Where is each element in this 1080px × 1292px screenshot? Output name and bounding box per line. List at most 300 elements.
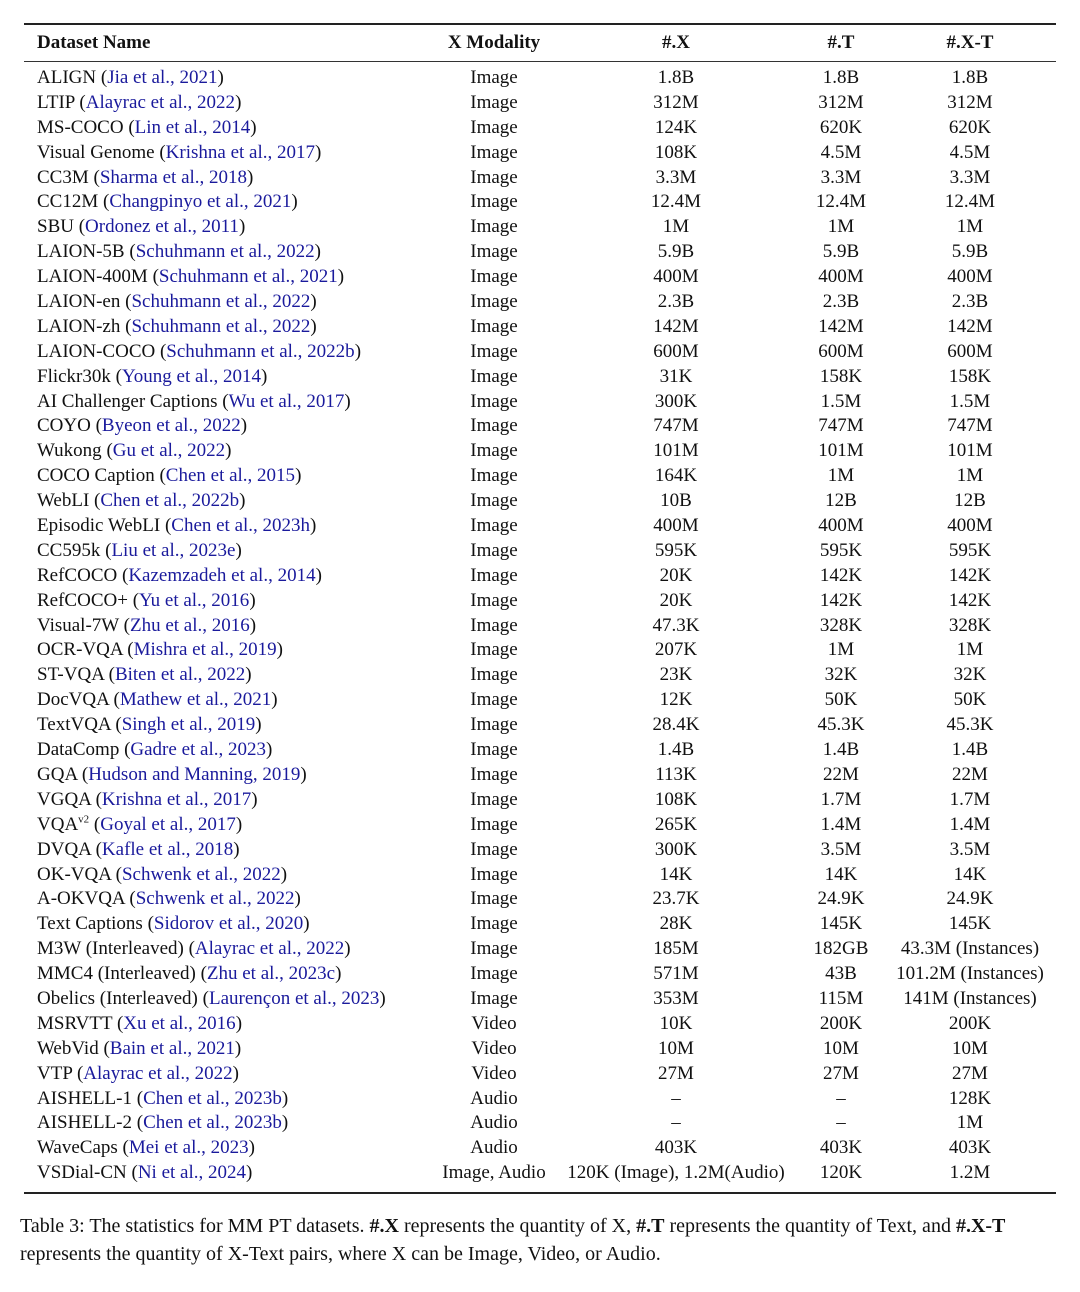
- citation-link[interactable]: Chen et al., 2023b: [143, 1112, 282, 1134]
- table-row: [24, 414, 1056, 439]
- table-row: [24, 688, 1056, 713]
- num-t-cell: 50K: [824, 689, 858, 711]
- num-x-t-cell: 400M: [947, 266, 993, 288]
- header-num-x-t: #.X-T: [946, 32, 994, 53]
- num-x-t-cell: 3.3M: [949, 166, 991, 188]
- num-x-cell: 28K: [659, 913, 693, 935]
- num-t-cell: 142K: [819, 564, 863, 586]
- dataset-name-cell: Wukong (Gu et al., 2022): [37, 440, 232, 462]
- num-x-cell: 14K: [659, 863, 693, 885]
- num-t-cell: 45.3K: [817, 714, 865, 736]
- dataset-name: Obelics (Interleaved): [37, 987, 198, 1009]
- num-x-t-cell: 101.2M (Instances): [896, 963, 1044, 985]
- citation-link[interactable]: Chen et al., 2015: [165, 465, 296, 487]
- citation-link[interactable]: Mathew et al., 2021: [119, 689, 272, 711]
- num-x-cell: 28.4K: [652, 714, 700, 736]
- num-t-cell: 1.4M: [820, 813, 862, 835]
- num-x-cell: 312M: [653, 91, 699, 113]
- num-x-t-cell: 1M: [956, 216, 984, 238]
- num-t-cell: 182GB: [813, 938, 869, 960]
- table-row: [24, 91, 1056, 116]
- citation-link[interactable]: Laurençon et al., 2023: [208, 987, 380, 1009]
- num-t-cell: 142K: [819, 589, 863, 611]
- num-x-t-cell: 3.5M: [949, 838, 991, 860]
- num-t-cell: 600M: [818, 340, 864, 362]
- dataset-name-cell: SBU (Ordonez et al., 2011): [37, 216, 246, 238]
- dataset-name: SBU: [37, 216, 74, 238]
- citation-link[interactable]: Zhu et al., 2016: [129, 614, 250, 636]
- citation-link[interactable]: Schuhmann et al., 2022b: [166, 340, 355, 362]
- table-row: [24, 1062, 1056, 1087]
- dataset-name-cell: AISHELL-1 (Chen et al., 2023b): [37, 1087, 289, 1109]
- num-x-t-cell: 24.9K: [946, 888, 994, 910]
- table-row: [24, 564, 1056, 589]
- dataset-name-cell: DocVQA (Mathew et al., 2021): [37, 689, 278, 711]
- num-t-cell: 101M: [818, 440, 864, 462]
- citation-link[interactable]: Changpinyo et al., 2021: [109, 191, 292, 213]
- num-t-cell: 12B: [825, 490, 857, 512]
- dataset-name: VTP: [37, 1062, 73, 1084]
- dataset-name-cell: RefCOCO (Kazemzadeh et al., 2014): [37, 564, 322, 586]
- dataset-name: RefCOCO+: [37, 589, 128, 611]
- dataset-name: GQA: [37, 763, 78, 785]
- citation-link[interactable]: Sharma et al., 2018: [99, 166, 248, 188]
- table-row: [24, 788, 1056, 813]
- table-row: [24, 215, 1056, 240]
- citation-link[interactable]: Schuhmann et al., 2022: [131, 315, 311, 337]
- dataset-name: Episodic WebLI: [37, 515, 161, 537]
- table-row: [24, 589, 1056, 614]
- dataset-name-cell: GQA (Hudson and Manning, 2019): [37, 763, 307, 785]
- dataset-name-cell: Visual-7W (Zhu et al., 2016): [37, 614, 257, 636]
- num-t-cell: 3.3M: [820, 166, 862, 188]
- caption-text: represents the quantity of X-Text pairs, where X can be Image, Video, or Audio.: [20, 1243, 661, 1265]
- dataset-name: LAION-5B: [37, 241, 125, 263]
- dataset-name: DocVQA: [37, 689, 109, 711]
- table-row: [24, 116, 1056, 141]
- dataset-name: CC595k: [37, 539, 101, 561]
- dataset-name-cell: MSRVTT (Xu et al., 2016): [37, 1012, 243, 1034]
- dataset-name-cell: VTP (Alayrac et al., 2022): [37, 1062, 239, 1084]
- modality-cell: Image: [470, 191, 518, 213]
- num-x-cell: 400M: [653, 515, 699, 537]
- table-row: [24, 614, 1056, 639]
- dataset-name: AI Challenger Captions: [37, 390, 218, 412]
- dataset-name: DVQA: [37, 838, 91, 860]
- dataset-name: CC3M: [37, 166, 89, 188]
- num-t-cell: 620K: [819, 116, 863, 138]
- num-t-cell: 12.4M: [815, 191, 867, 213]
- dataset-name: M3W (Interleaved): [37, 938, 184, 960]
- modality-cell: Image: [470, 813, 518, 835]
- dataset-name-cell: VSDial-CN (Ni et al., 2024): [37, 1162, 253, 1184]
- citation-link[interactable]: Wu et al., 2017: [228, 390, 345, 412]
- table-row: [24, 1012, 1056, 1037]
- dataset-name: WebVid: [37, 1037, 99, 1059]
- num-x-cell: 20K: [659, 564, 693, 586]
- dataset-name-cell: MS-COCO (Lin et al., 2014): [37, 116, 257, 138]
- num-t-cell: 312M: [818, 91, 864, 113]
- modality-cell: Image: [470, 166, 518, 188]
- table-row: [24, 240, 1056, 265]
- dataset-name-cell: LAION-400M (Schuhmann et al., 2021): [37, 266, 345, 288]
- dataset-name: VGQA: [37, 788, 91, 810]
- num-x-t-cell: 1M: [956, 639, 984, 661]
- dataset-name-cell: AI Challenger Captions (Wu et al., 2017): [37, 390, 351, 412]
- num-x-cell: 12.4M: [650, 191, 702, 213]
- dataset-name-cell: DVQA (Kafle et al., 2018): [37, 838, 240, 860]
- num-t-cell: 5.9B: [822, 241, 860, 263]
- num-t-cell: 4.5M: [820, 141, 862, 163]
- modality-cell: Image: [470, 863, 518, 885]
- table-caption: [20, 1212, 1070, 1268]
- num-x-cell: 207K: [654, 639, 698, 661]
- dataset-name-cell: MMC4 (Interleaved) (Zhu et al., 2023c): [37, 963, 342, 985]
- table-row: [24, 464, 1056, 489]
- num-x-cell: 23K: [659, 664, 693, 686]
- citation-link[interactable]: Schuhmann et al., 2021: [158, 266, 338, 288]
- modality-cell: Image: [470, 788, 518, 810]
- num-x-cell: 31K: [659, 365, 693, 387]
- modality-cell: Image: [470, 91, 518, 113]
- num-t-cell: 2.3B: [822, 291, 860, 313]
- citation-link[interactable]: Schwenk et al., 2022: [121, 863, 281, 885]
- num-x-cell: 2.3B: [657, 291, 695, 313]
- citation-link[interactable]: Young et al., 2014: [121, 365, 261, 387]
- dataset-name: CC12M: [37, 191, 99, 213]
- num-t-cell: 595K: [819, 539, 863, 561]
- modality-cell: Image: [470, 763, 518, 785]
- dataset-name-cell: ST-VQA (Biten et al., 2022): [37, 664, 252, 686]
- citation-link[interactable]: Kafle et al., 2018: [101, 838, 234, 860]
- table-row: [24, 66, 1056, 91]
- statistics-table: [24, 23, 1056, 1194]
- dataset-name-cell: Flickr30k (Young et al., 2014): [37, 365, 268, 387]
- num-x-t-cell: 1M: [956, 1112, 984, 1134]
- num-x-cell: 10M: [658, 1037, 694, 1059]
- num-t-cell: 115M: [818, 987, 864, 1009]
- dataset-name: Flickr30k: [37, 365, 111, 387]
- num-x-t-cell: 200K: [948, 1012, 992, 1034]
- table-row: [24, 514, 1056, 539]
- dataset-name-cell: CC12M (Changpinyo et al., 2021): [37, 191, 298, 213]
- table-row: [24, 315, 1056, 340]
- citation-link[interactable]: Alayrac et al., 2022: [83, 1062, 233, 1084]
- citation-link[interactable]: Liu et al., 2023e: [111, 539, 236, 561]
- citation-link[interactable]: Krishna et al., 2017: [101, 788, 252, 810]
- num-x-cell: –: [671, 1087, 681, 1109]
- num-x-t-cell: 141M (Instances): [903, 987, 1037, 1009]
- dataset-name-cell: A-OKVQA (Schwenk et al., 2022): [37, 888, 301, 910]
- modality-cell: Image: [470, 987, 518, 1009]
- num-t-cell: 1.8B: [822, 67, 860, 88]
- citation-link[interactable]: Kazemzadeh et al., 2014: [128, 564, 316, 586]
- table-row: [24, 813, 1056, 838]
- modality-cell: Image: [470, 216, 518, 238]
- table-row: [24, 912, 1056, 937]
- num-x-t-cell: 312M: [947, 91, 993, 113]
- citation-link[interactable]: Ni et al., 2024: [137, 1162, 246, 1184]
- table-row: [24, 763, 1056, 788]
- table-row: [24, 638, 1056, 663]
- citation-link[interactable]: Goyal et al., 2017: [100, 813, 236, 835]
- modality-cell: Image: [470, 141, 518, 163]
- dataset-name: LAION-zh: [37, 315, 121, 337]
- table-row: [24, 738, 1056, 763]
- citation-link[interactable]: Biten et al., 2022: [114, 664, 246, 686]
- dataset-name-cell: LAION-en (Schuhmann et al., 2022): [37, 291, 317, 313]
- dataset-name: WaveCaps: [37, 1137, 118, 1159]
- table-row: [24, 489, 1056, 514]
- dataset-name: MSRVTT: [37, 1012, 113, 1034]
- citation-link[interactable]: Ordonez et al., 2011: [85, 216, 239, 238]
- dataset-name: Visual-7W: [37, 614, 119, 636]
- dataset-name: RefCOCO: [37, 564, 118, 586]
- modality-cell: Image: [470, 291, 518, 313]
- modality-cell: Image: [470, 888, 518, 910]
- table-row: [24, 1161, 1056, 1186]
- table-row: [24, 1136, 1056, 1161]
- num-x-cell: 3.3M: [655, 166, 697, 188]
- num-x-t-cell: 142K: [948, 589, 992, 611]
- num-x-t-cell: 747M: [947, 415, 993, 437]
- citation-link[interactable]: Sidorov et al., 2020: [153, 913, 304, 935]
- dataset-name-cell: CC3M (Sharma et al., 2018): [37, 166, 254, 188]
- dataset-name-cell: Episodic WebLI (Chen et al., 2023h): [37, 515, 317, 537]
- modality-cell: Image: [470, 465, 518, 487]
- num-x-cell: 185M: [653, 938, 699, 960]
- citation-link[interactable]: Chen et al., 2023h: [171, 515, 311, 537]
- dataset-name-cell: Visual Genome (Krishna et al., 2017): [37, 141, 322, 163]
- num-x-cell: 12K: [659, 689, 693, 711]
- citation-link[interactable]: Zhu et al., 2023c: [206, 963, 336, 985]
- num-t-cell: 1.7M: [820, 788, 862, 810]
- citation-link[interactable]: Hudson and Manning, 2019: [88, 763, 301, 785]
- num-x-t-cell: 158K: [948, 365, 992, 387]
- dataset-name-cell: $VQA^{v2}$ (Goyal et al., 2017): [37, 813, 243, 835]
- dataset-name: LAION-en: [37, 291, 121, 313]
- table-row: [24, 713, 1056, 738]
- dataset-name: MS-COCO: [37, 116, 124, 138]
- citation-link[interactable]: Bain et al., 2021: [109, 1037, 235, 1059]
- header-num-x: #.X: [662, 32, 690, 53]
- citation-link[interactable]: Byeon et al., 2022: [101, 415, 241, 437]
- num-t-cell: 1M: [827, 216, 855, 238]
- dataset-name-cell: WaveCaps (Mei et al., 2023): [37, 1137, 255, 1159]
- dataset-name: OCR-VQA: [37, 639, 123, 661]
- table-row: [24, 166, 1056, 191]
- citation-link[interactable]: Xu et al., 2016: [123, 1012, 236, 1034]
- num-x-cell: 108K: [654, 141, 698, 163]
- dataset-name: LAION-400M: [37, 266, 148, 288]
- dataset-name-cell: LTIP (Alayrac et al., 2022): [37, 91, 242, 113]
- num-t-cell: 158K: [819, 365, 863, 387]
- num-x-cell: 400M: [653, 266, 699, 288]
- num-x-cell: 571M: [653, 963, 699, 985]
- table-row: [24, 439, 1056, 464]
- modality-cell: Image: [470, 490, 518, 512]
- citation-link[interactable]: Schwenk et al., 2022: [135, 888, 295, 910]
- citation-link[interactable]: Jia et al., 2021: [107, 67, 218, 88]
- table-row: [24, 663, 1056, 688]
- num-x-t-cell: 1M: [956, 465, 984, 487]
- dataset-name-cell: M3W (Interleaved) (Alayrac et al., 2022): [37, 938, 351, 960]
- dataset-name: COYO: [37, 415, 91, 437]
- dataset-name-cell: TextVQA (Singh et al., 2019): [37, 714, 262, 736]
- dataset-name-cell: COYO (Byeon et al., 2022): [37, 415, 248, 437]
- dataset-name-cell: Text Captions (Sidorov et al., 2020): [37, 913, 310, 935]
- num-x-t-cell: 142M: [947, 315, 993, 337]
- bottom-rule: [24, 1192, 1056, 1194]
- table-row: [24, 1111, 1056, 1136]
- citation-link[interactable]: Alayrac et al., 2022: [194, 938, 345, 960]
- modality-cell: Image: [470, 67, 518, 88]
- caption-text: The statistics for MM PT datasets.: [84, 1215, 370, 1237]
- num-t-cell: 32K: [824, 664, 858, 686]
- dataset-name: VQA: [37, 813, 79, 835]
- dataset-name: LTIP: [37, 91, 75, 113]
- dataset-name-cell: OK-VQA (Schwenk et al., 2022): [37, 863, 288, 885]
- table-row: [24, 1037, 1056, 1062]
- table-row: [24, 340, 1056, 365]
- num-x-t-cell: 10M: [952, 1037, 988, 1059]
- dataset-name: WebLI: [37, 490, 90, 512]
- dataset-name: A-OKVQA: [37, 888, 125, 910]
- citation-link[interactable]: Gadre et al., 2023: [130, 739, 266, 761]
- num-x-t-cell: 1.7M: [949, 788, 991, 810]
- num-t-cell: 120K: [819, 1162, 863, 1184]
- num-x-cell: 1.8B: [657, 67, 695, 88]
- num-x-t-cell: 600M: [947, 340, 993, 362]
- table-body: [24, 62, 1056, 1192]
- num-x-t-cell: 32K: [953, 664, 987, 686]
- caption-bold: #.X: [369, 1215, 399, 1237]
- num-t-cell: 142M: [818, 315, 864, 337]
- header-dataset-name: Dataset Name: [37, 32, 151, 53]
- caption-text: represents the quantity of X,: [398, 1215, 637, 1237]
- dataset-name-cell: WebVid (Bain et al., 2021): [37, 1037, 242, 1059]
- modality-cell: Image: [470, 515, 518, 537]
- dataset-name-superscript: v2: [78, 813, 90, 826]
- citation-link[interactable]: Lin et al., 2014: [134, 116, 251, 138]
- modality-cell: Image: [470, 539, 518, 561]
- citation-link[interactable]: Chen et al., 2023b: [143, 1087, 282, 1109]
- num-t-cell: 24.9K: [817, 888, 865, 910]
- table-row: [24, 863, 1056, 888]
- num-t-cell: 200K: [819, 1012, 863, 1034]
- num-x-t-cell: 1.2M: [949, 1162, 991, 1184]
- table-row: [24, 887, 1056, 912]
- table-row: [24, 141, 1056, 166]
- citation-link[interactable]: Mishra et al., 2019: [133, 639, 277, 661]
- num-x-t-cell: 27M: [952, 1062, 988, 1084]
- header-x-modality: X Modality: [447, 32, 541, 53]
- num-x-t-cell: 145K: [948, 913, 992, 935]
- modality-cell: Audio: [470, 1112, 518, 1134]
- num-x-cell: 142M: [653, 315, 699, 337]
- num-x-t-cell: 128K: [948, 1087, 992, 1109]
- num-x-cell: 101M: [653, 440, 699, 462]
- num-t-cell: 400M: [818, 266, 864, 288]
- table-row: [24, 290, 1056, 315]
- num-t-cell: –: [836, 1112, 846, 1134]
- table-row: [24, 1087, 1056, 1112]
- dataset-name: COCO Caption: [37, 465, 155, 487]
- num-x-cell: 113K: [655, 763, 697, 785]
- modality-cell: Image, Audio: [442, 1162, 546, 1184]
- dataset-name: LAION-COCO: [37, 340, 156, 362]
- num-x-cell: 20K: [659, 589, 693, 611]
- table-row: [24, 190, 1056, 215]
- modality-cell: Video: [471, 1037, 517, 1059]
- modality-cell: Image: [470, 664, 518, 686]
- citation-link[interactable]: Gu et al., 2022: [112, 440, 226, 462]
- modality-cell: Audio: [470, 1087, 518, 1109]
- modality-cell: Image: [470, 241, 518, 263]
- citation-link[interactable]: Mei et al., 2023: [128, 1137, 249, 1159]
- num-x-cell: 120K (Image), 1.2M(Audio): [567, 1162, 785, 1184]
- citation-link[interactable]: Alayrac et al., 2022: [85, 91, 236, 113]
- caption-text: represents the quantity of Text, and: [664, 1215, 956, 1237]
- modality-cell: Image: [470, 589, 518, 611]
- citation-link[interactable]: Schuhmann et al., 2022: [135, 241, 315, 263]
- num-x-cell: 595K: [654, 539, 698, 561]
- num-x-t-cell: 101M: [947, 440, 993, 462]
- modality-cell: Image: [470, 440, 518, 462]
- num-t-cell: 1M: [827, 465, 855, 487]
- citation-link[interactable]: Schuhmann et al., 2022: [131, 291, 311, 313]
- modality-cell: Audio: [470, 1137, 518, 1159]
- num-x-cell: 164K: [654, 465, 698, 487]
- num-x-cell: 10K: [659, 1012, 693, 1034]
- dataset-name: MMC4 (Interleaved): [37, 963, 196, 985]
- num-x-cell: 5.9B: [657, 241, 695, 263]
- table-row: [24, 937, 1056, 962]
- num-x-t-cell: 4.5M: [949, 141, 991, 163]
- num-x-cell: 265K: [654, 813, 698, 835]
- modality-cell: Image: [470, 838, 518, 860]
- dataset-name-cell: LAION-COCO (Schuhmann et al., 2022b): [37, 340, 362, 362]
- dataset-name: Wukong: [37, 440, 102, 462]
- num-x-t-cell: 22M: [952, 763, 988, 785]
- num-t-cell: 1.4B: [822, 739, 860, 761]
- dataset-name-cell: LAION-zh (Schuhmann et al., 2022): [37, 315, 317, 337]
- dataset-name-cell: CC595k (Liu et al., 2023e): [37, 539, 242, 561]
- modality-cell: Video: [471, 1062, 517, 1084]
- modality-cell: Image: [470, 415, 518, 437]
- num-x-cell: 300K: [654, 838, 698, 860]
- dataset-name: DataComp: [37, 739, 120, 761]
- citation-link[interactable]: Krishna et al., 2017: [165, 141, 315, 163]
- num-x-cell: 27M: [658, 1062, 694, 1084]
- num-t-cell: 3.5M: [820, 838, 862, 860]
- table-row: [24, 539, 1056, 564]
- table-row: [24, 962, 1056, 987]
- num-x-cell: 403K: [654, 1137, 698, 1159]
- num-x-cell: –: [671, 1112, 681, 1134]
- dataset-name: Visual Genome: [37, 141, 155, 163]
- caption-label: Table 3:: [20, 1215, 85, 1237]
- modality-cell: Image: [470, 116, 518, 138]
- num-x-cell: 1.4B: [657, 739, 695, 761]
- num-t-cell: 14K: [824, 863, 858, 885]
- citation-link[interactable]: Chen et al., 2022b: [100, 490, 240, 512]
- num-t-cell: 403K: [819, 1137, 863, 1159]
- table-row: [24, 987, 1056, 1012]
- num-x-t-cell: 45.3K: [946, 714, 994, 736]
- citation-link[interactable]: Singh et al., 2019: [121, 714, 256, 736]
- citation-link[interactable]: Yu et al., 2016: [139, 589, 250, 611]
